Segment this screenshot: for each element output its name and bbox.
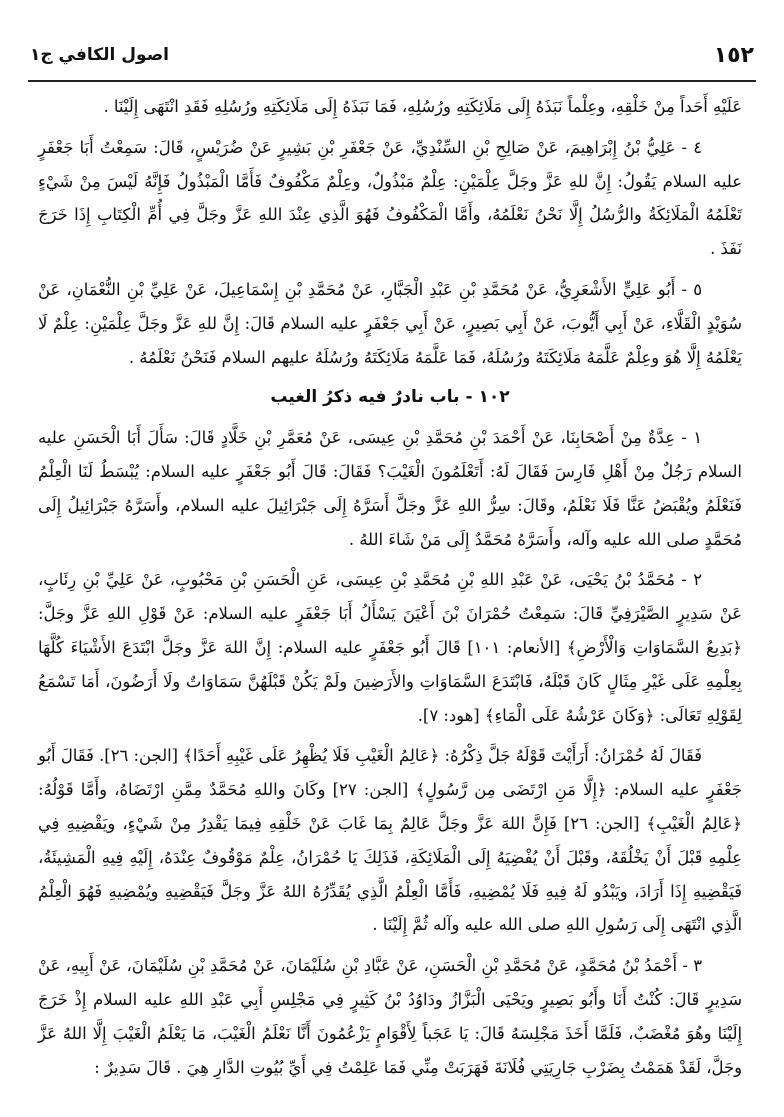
hadith-2-continuation: فَقَالَ لَهُ حُمْرَانُ: أَرَأَيْتَ قَوْلَهُ جَلَّ ذِكْرُهُ: ﴿عَالِمُ الْغَيْبِ فَلَا يُظْهِرُ عَلَى غَيْبِهِ أَحَدًا﴾ [الجن: ٢٦]. فَقَالَ أَبُو جَعْفَرٍ عليه السلام: ﴿إِلَّا مَنِ ارْتَضَى مِن رَّسُولٍ﴾ [الجن: ٢٧] وكَانَ واللهِ مُحَمَّدٌ مِمَّنِ ارْتَضَاهُ، وأَمَّا قَوْلُهُ: ﴿عَالِمُ الْغَيْبِ﴾ [الجن: ٢٦] فَإِنَّ اللهَ عَزَّ وجَلَّ عَالِمٌ بِمَا غَابَ عَنْ خَلْقِهِ فِيمَا يَقْدِرُ مِنْ شَيْءٍ، ويَقْضِيهِ فِي عِلْمِهِ قَبْلَ أَنْ يَخْلُقَهُ، وقَبْلَ أَنْ يُفْضِيَهُ إِلَى الْمَلَائِكَةِ، فَذَلِكَ يَا حُمْرَانُ، عِلْمٌ مَوْقُوفٌ عِنْدَهُ، إِلَيْهِ فِيهِ الْمَشِيئَةُ، فَيَقْضِيهِ إِذَا أَرَادَ، ويَبْدُو لَهُ فِيهِ فَلَا يُمْضِيهِ، فَأَمَّا الْعِلْمُ الَّذِي يُقَدِّرُهُ اللهُ عَزَّ وجَلَّ فَيَقْضِيهِ ويُمْضِيهِ فَهُوَ الْعِلْمُ الَّذِي انْتَهَى إِلَى رَسُولِ اللهِ صلى الله عليه وآله ثُمَّ إِلَيْنَا . (38, 746, 742, 935)
page-body (38, 90, 742, 1097)
header-rule (28, 80, 756, 82)
paragraph-continuation: عَلَيْهِ أَحَداً مِنْ خَلْقِهِ، وعِلْماً نَبَذَهُ إِلَى مَلَائِكَتِهِ ورُسُلِهِ، فَمَا نَبَذَهُ إِلَى مَلَائِكَتِهِ ورُسُلِهِ فَقَدِ انْتَهَى إِلَيْنَا . (103, 97, 742, 116)
page-number: ١٥٢ (713, 42, 754, 68)
page-header (30, 38, 754, 72)
hadith-2: ٢ - مُحَمَّدُ بْنُ يَحْيَى، عَنْ عَبْدِ اللهِ بْنِ مُحَمَّدِ بْنِ عِيسَى، عَنِ الْحَسَنِ بْنِ مَحْبُوبٍ، عَنْ عَلِيِّ بْنِ رِئَابٍ، عَنْ سَدِيرٍ الصَّيْرَفِيِّ قَالَ: سَمِعْتُ حُمْرَانَ بْنَ أَعْيَنَ يَسْأَلُ أَبَا جَعْفَرٍ عليه السلام: عَنْ قَوْلِ اللهِ عَزَّ وجَلَّ: ﴿بَدِيعُ السَّمَاوَاتِ وَالْأَرْضِ﴾ [الأنعام: ١٠١] قَالَ أَبُو جَعْفَرٍ عليه السلام: إِنَّ اللهَ عَزَّ وجَلَّ ابْتَدَعَ الأَشْيَاءَ كُلَّهَا بِعِلْمِهِ عَلَى غَيْرِ مِثَالٍ كَانَ قَبْلَهُ، فَابْتَدَعَ السَّمَاوَاتِ والأَرَضِينَ ولَمْ يَكُنْ قَبْلَهُنَّ سَمَاوَاتٌ ولَا أَرَضُونَ، أَمَا تَسْمَعُ لِقَوْلِهِ تَعَالَى: ﴿وَكَانَ عَرْشُهُ عَلَى الْمَاءِ﴾ [هود: ٧]. (38, 570, 742, 725)
hadith-3: ٣ - أَحْمَدُ بْنُ مُحَمَّدٍ، عَنْ مُحَمَّدِ بْنِ الْحَسَنِ، عَنْ عَبَّادِ بْنِ سُلَيْمَانَ، عَنْ مُحَمَّدِ بْنِ سُلَيْمَانَ، عَنْ أَبِيهِ، عَنْ سَدِيرٍ قَالَ: كُنْتُ أَنَا وأَبُو بَصِيرٍ ويَحْيَى الْبَزَّازُ ودَاوُدُ بْنُ كَثِيرٍ فِي مَجْلِسِ أَبِي عَبْدِ اللهِ عليه السلام إِذْ خَرَجَ إِلَيْنَا وهُوَ مُغْضَبٌ، فَلَمَّا أَخَذَ مَجْلِسَهُ قَالَ: يَا عَجَباً لِأَقْوَامٍ يَزْعُمُونَ أَنَّا نَعْلَمُ الْغَيْبَ، مَا يَعْلَمُ الْغَيْبَ إِلَّا اللهُ عَزَّ وجَلَّ، لَقَدْ هَمَمْتُ بِضَرْبِ جَارِيَتِي فُلَانَةَ فَهَرَبَتْ مِنِّي فَمَا عَلِمْتُ فِي أَيِّ بُيُوتِ الدَّارِ هِيَ . قَالَ سَدِيرٌ : (38, 956, 742, 1077)
hadith-4: ٤ - عَلِيُّ بْنُ إِبْرَاهِيمَ، عَنْ صَالِحِ بْنِ السِّنْدِيِّ، عَنْ جَعْفَرِ بْنِ بَشِيرٍ عَنْ ضُرَيْسٍ، قَالَ: سَمِعْتُ أَبَا جَعْفَرٍ عليه السلام يَقُولُ: إِنَّ للهِ عَزَّ وجَلَّ عِلْمَيْنِ: عِلْمٌ مَبْذُولٌ، وعِلْمٌ مَكْفُوفٌ فَأَمَّا الْمَبْذُولُ فَإِنَّهُ لَيْسَ مِنْ شَيْءٍ تَعْلَمُهُ الْمَلَائِكَةُ والرُّسُلُ إِلَّا نَحْنُ نَعْلَمُهُ، وأَمَّا الْمَكْفُوفُ فَهُوَ الَّذِي عِنْدَ اللهِ عَزَّ وجَلَّ فِي أُمِّ الْكِتَابِ إِذَا خَرَجَ نَفَذَ . (38, 137, 742, 259)
hadith-5: ٥ - أَبُو عَلِيٍّ الأَشْعَرِيُّ، عَنْ مُحَمَّدِ بْنِ عَبْدِ الْجَبَّارِ، عَنْ مُحَمَّدِ بْنِ إِسْمَاعِيلَ، عَنْ عَلِيِّ بْنِ النُّعْمَانِ، عَنْ سُوَيْدٍ الْقَلَّاءِ، عَنْ أَبِي أَيُّوبَ، عَنْ أَبِي بَصِيرٍ، عَنْ أَبِي جَعْفَرٍ عليه السلام قَالَ: إِنَّ للهِ عَزَّ وجَلَّ عِلْمَيْنِ: عِلْمٌ لَا يَعْلَمُهُ إِلَّا هُوَ وعِلْمٌ عَلَّمَهُ مَلَائِكَتَهُ ورُسُلَهُ، فَمَا عَلَّمَهُ مَلَائِكَتَهُ ورُسُلَهُ عليهم السلام فَنَحْنُ نَعْلَمُهُ . (38, 279, 742, 367)
book-title: اصول الكافي ج١ (30, 45, 169, 65)
chapter-title: ١٠٢ - باب نادرٌ فيه ذكرُ الغيب (270, 387, 510, 408)
hadith-1: ١ - عِدَّةٌ مِنْ أَصْحَابِنَا، عَنْ أَحْمَدَ بْنِ مُحَمَّدِ بْنِ عِيسَى، عَنْ مُعَمَّرِ بْنِ خَلَّادٍ قَالَ: سَأَلَ أَبَا الْحَسَنِ عليه السلام رَجُلٌ مِنْ أَهْلِ فَارِسَ فَقَالَ لَهُ: أَتَعْلَمُونَ الْغَيْبَ؟ فَقَالَ: قَالَ أَبُو جَعْفَرٍ عليه السلام: يُبْسَطُ لَنَا الْعِلْمُ فَنَعْلَمُ ويُقْبَضُ عَنَّا فَلَا نَعْلَمُ، وقَالَ: سِرُّ اللهِ عَزَّ وجَلَّ أَسَرَّهُ إِلَى جَبْرَائِيلَ عليه السلام، وأَسَرَّهُ جَبْرَائِيلُ إِلَى مُحَمَّدٍ صلى الله عليه وآله، وأَسَرَّهُ مُحَمَّدٌ إِلَى مَنْ شَاءَ اللهُ . (38, 428, 742, 549)
